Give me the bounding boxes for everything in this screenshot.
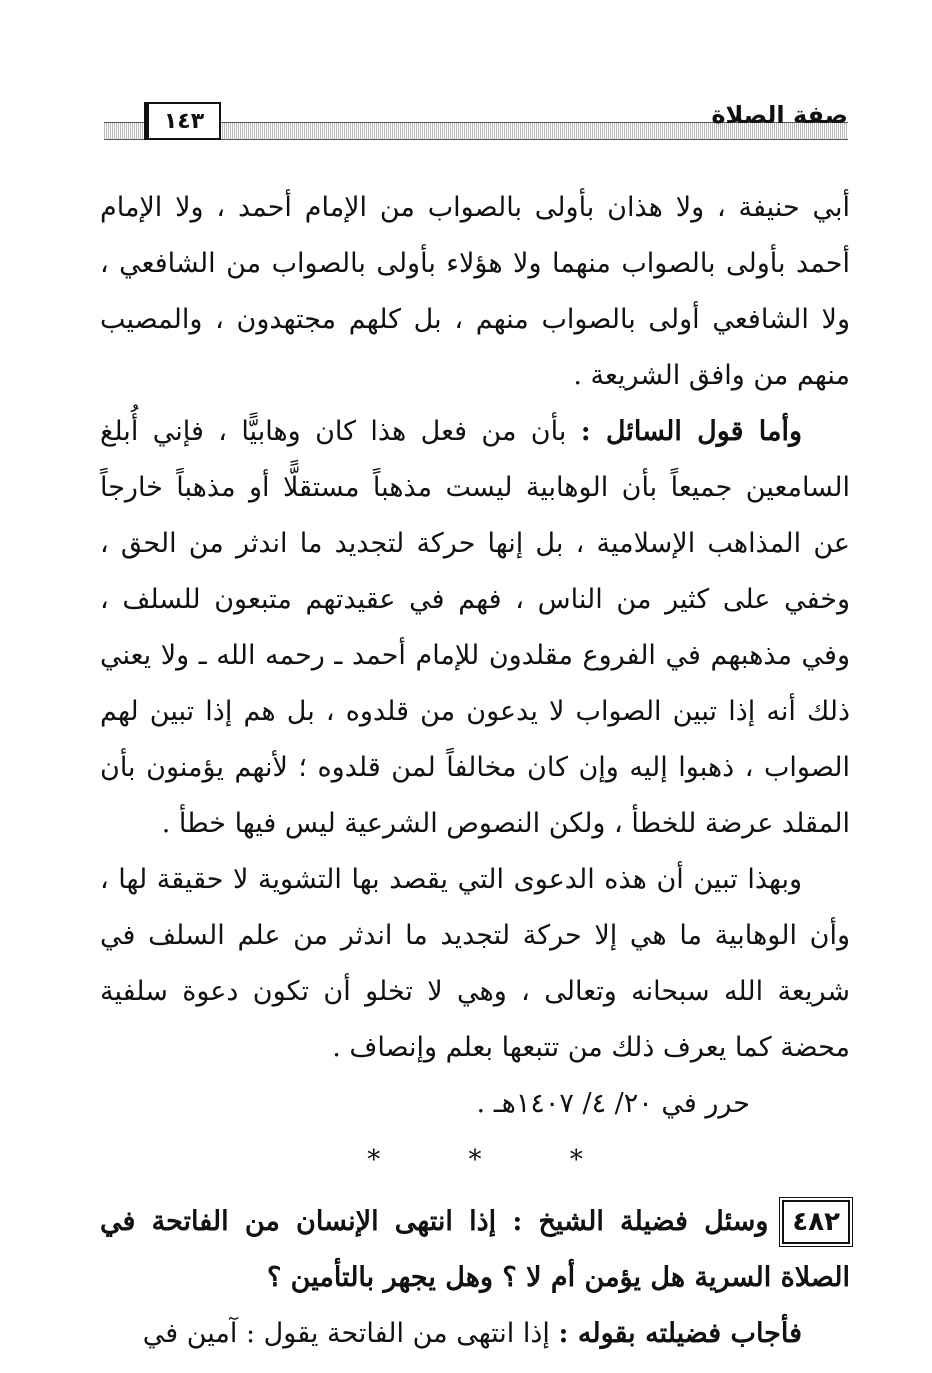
answer-block bbox=[100, 1306, 850, 1362]
paragraph-3: وبهذا تبين أن هذه الدعوى التي يقصد بها التشوية لا حقيقة لها ، وأن الوهابية ما هي إلا حركة لتجديد ما اندثر من علم السلف في شريعة الله سبحانه وتعالى ، وهي لا تخلو أن تكون دعوة سلفية محضة كما يعرف ذلك من تتبعها بعلم وإنصاف . bbox=[100, 864, 850, 1063]
running-title: صفة الصلاة bbox=[711, 101, 848, 129]
paragraph-1: أبي حنيفة ، ولا هذان بأولى بالصواب من الإمام أحمد ، ولا الإمام أحمد بأولى بالصواب منهما ولا هؤلاء بأولى بالصواب من الشافعي ، ولا الشافعي أولى بالصواب منهم ، بل كلهم مجتهدون ، والمصيب منهم من وافق الشريعة . bbox=[100, 192, 850, 391]
section-separator: * * * bbox=[367, 1145, 623, 1175]
paragraph-2-text: بأن من فعل هذا كان وهابيًّا ، فإني أُبلغ السامعين جميعاً بأن الوهابية ليست مذهباً مستقلًّا أو مذهباً خارجاً عن المذاهب الإسلامية ، بل إنها حركة لتجديد ما اندثر من الحق ، وخفي على كثير من الناس ، فهم في عقيدتهم متبعون للسلف ، وفي مذهبهم في الفروع مقلدون للإمام أحمد ـ رحمه الله ـ ولا يعني ذلك أنه إذا تبين الصواب لا يدعون من قلدوه ، بل هم إذا تبين لهم الصواب ، ذهبوا إليه وإن كان مخالفاً لمن قلدوه ؛ لأنهم يؤمنون بأن المقلد عرضة للخطأ ، ولكن النصوص الشرعية ليس فيها خطأ . bbox=[100, 416, 850, 839]
answer-lead: فأجاب فضيلته بقوله : bbox=[558, 1318, 802, 1349]
paragraph-2 bbox=[100, 404, 850, 852]
question-number: ٤٨٢ bbox=[782, 1200, 850, 1244]
date-line: حرر في ٢٠/ ٤/ ١٤٠٧هـ . bbox=[476, 1088, 750, 1119]
question-block bbox=[100, 1194, 850, 1306]
question-text: وسئل فضيلة الشيخ : إذا انتهى الإنسان من الفاتحة في الصلاة السرية هل يؤمن أم لا ؟ وهل يجهر بالتأمين ؟ bbox=[100, 1206, 850, 1293]
page-number: ١٤٣ bbox=[144, 102, 221, 140]
answer-text: إذا انتهى من الفاتحة يقول : آمين في bbox=[142, 1318, 559, 1349]
page-header bbox=[104, 100, 848, 148]
page-body bbox=[100, 180, 850, 1362]
paragraph-2-lead: وأما قول السائل : bbox=[580, 416, 802, 447]
